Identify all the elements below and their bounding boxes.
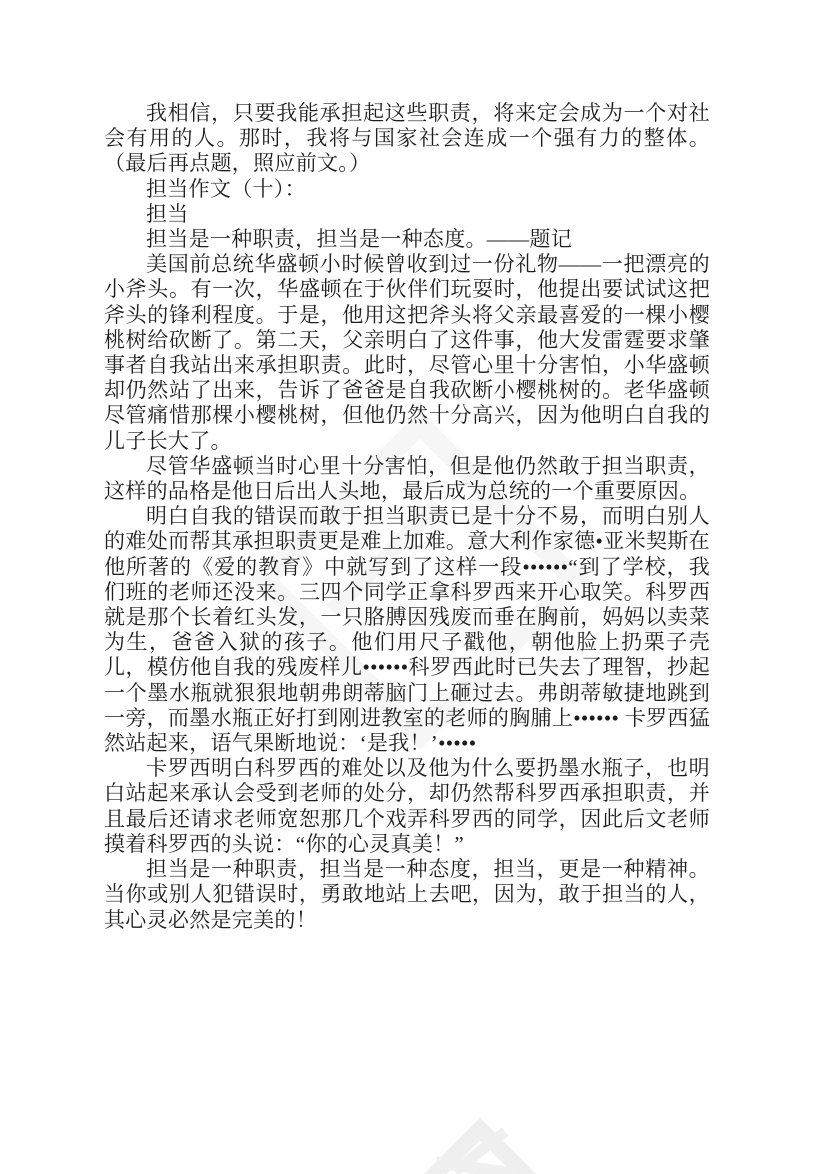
- essay-paragraph-garrone-comment: 卡罗西明白科罗西的难处以及他为什么要扔墨水瓶子，也明白站起来承认会受到老师的处分，却仍然帮科罗西承担职责，并且最后还请求老师宽恕那几个戏弄科罗西的同学，因此后文老师摸着科罗西的头说：“你的心灵真美！”: [104, 756, 710, 856]
- essay-paragraph-conclusion-of-previous: 我相信，只要我能承担起这些职责，将来定会成为一个对社会有用的人。那时，我将与国家社会连成一个强有力的整体。（最后再点题，照应前文。）: [104, 101, 710, 176]
- essay-title: 担当: [146, 201, 189, 226]
- essay-paragraph-cuore-quote: 明白自我的错误而敢于担当职责已是十分不易，而明白别人的难处而帮其承担职责更是难上加难。意大利作家德•亚米契斯在他所著的《爱的教育》中就写到了这样一段••••••“到了学校，我们班的老师还没来。三四个同学正拿科罗西来开心取笑。科罗西就是那个长着红头发，一只胳膊因残废而垂在胸前，妈妈以卖菜为生，爸爸入狱的孩子。他们用尺子戳他，朝他脸上扔栗子壳儿，模仿他自我的残废样儿••••••科罗西此时已失去了理智，抄起一个墨水瓶就狠狠地朝弗朗蒂脑门上砸过去。弗朗蒂敏捷地跳到一旁，而墨水瓶正好打到刚进教室的老师的胸脯上•••••• 卡罗西猛然站起来，语气果断地说：‘是我！’•••••: [104, 504, 710, 756]
- essay-paragraph-washington-story: 美国前总统华盛顿小时候曾收到过一份礼物——一把漂亮的小斧头。有一次，华盛顿在于伙伴们玩耍时，他提出要试试这把斧头的锋利程度。于是，他用这把斧头将父亲最喜爱的一棵小樱桃树给砍断了。第二天，父亲明白了这件事，他大发雷霆要求肇事者自我站出来承担职责。此时，尽管心里十分害怕，小华盛顿却仍然站了出来，告诉了爸爸是自我砍断小樱桃树的。老华盛顿尽管痛惜那棵小樱桃树，但他仍然十分高兴，因为他明白自我的儿子长大了。: [104, 252, 710, 453]
- essay-text-block: [104, 101, 710, 933]
- essay-series-heading: 担当作文（十）：: [146, 176, 306, 201]
- essay-epigraph: 担当是一种职责，担当是一种态度。——题记: [146, 227, 572, 252]
- essay-paragraph-washington-comment: 尽管华盛顿当时心里十分害怕，但是他仍然敢于担当职责，这样的品格是他日后出人头地，最后成为总统的一个重要原因。: [104, 453, 710, 504]
- essay-paragraph-final: 担当是一种职责，担当是一种态度，担当，更是一种精神。当你或别人犯错误时，勇敢地站上去吧，因为，敢于担当的人，其心灵必然是完美的！: [104, 857, 710, 932]
